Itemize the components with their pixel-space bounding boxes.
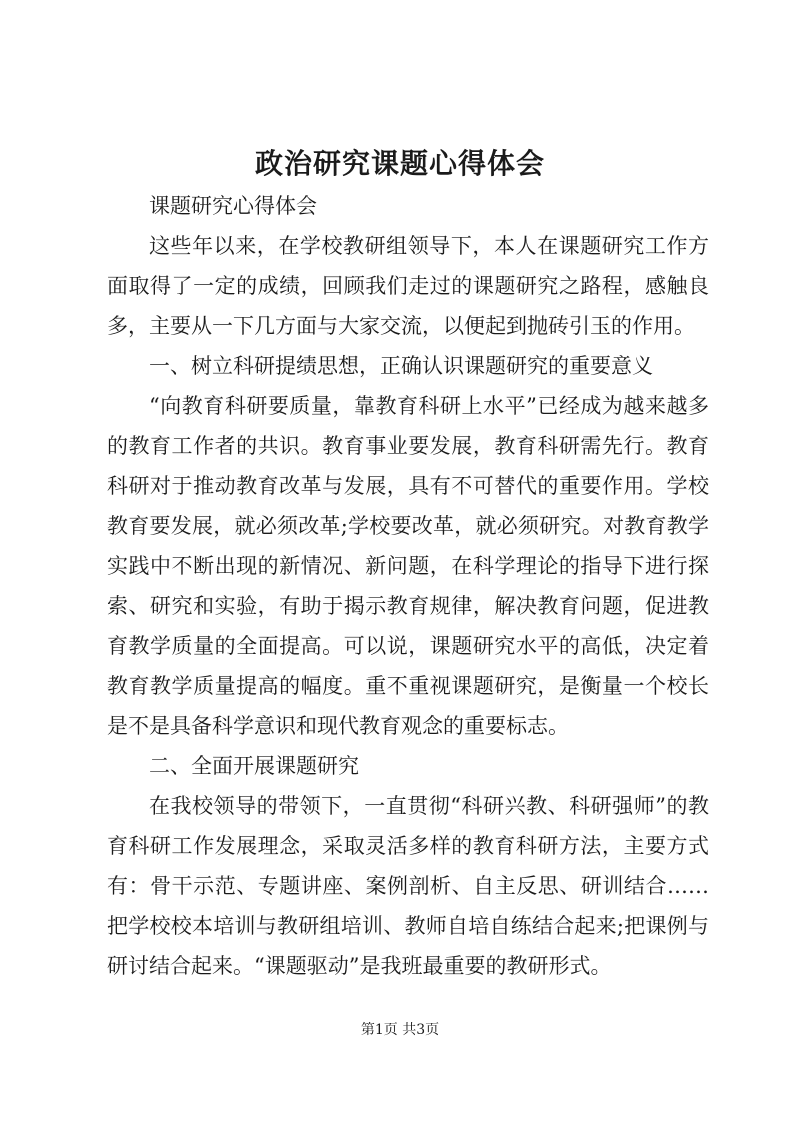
paragraph-section-2: 在我校领导的带领下，一直贯彻“科研兴教、科研强师”的教育科研工作发展理念，采取灵活多样的教育科研方法，主要方式有：骨干示范、专题讲座、案例剖析、自主反思、研训结合……把学校校本培训与教研组培训、教师自培自练结合起来;把课例与研讨结合起来。“课题驱动”是我班最重要的教研形式。	[107, 794, 709, 978]
document-title: 政治研究课题心得体会	[254, 147, 545, 180]
paragraph-section-1: “向教育科研要质量，靠教育科研上水平”已经成为越来越多的教育工作者的共识。教育事业要发展，教育科研需先行。教育科研对于推动教育改革与发展，具有不可替代的重要作用。学校教育要发展，就必须改革;学校要改革，就必须研究。对教育教学实践中不断出现的新情况、新问题，在科学理论的指导下进行探索、研究和实验，有助于揭示教育规律，解决教育问题，促进教育教学质量的全面提高。可以说，课题研究水平的高低，决定着教育教学质量提高的幅度。重不重视课题研究，是衡量一个校长是不是具备科学意识和现代教育观念的重要标志。	[107, 394, 709, 738]
page-footer: 第1页 共3页	[360, 1022, 440, 1038]
paragraph-intro: 这些年以来，在学校教研组领导下，本人在课题研究工作方面取得了一定的成绩，回顾我们走过的课题研究之路程，感触良多，主要从一下几方面与大家交流，以便起到抛砖引玉的作用。	[107, 234, 709, 338]
section-heading-2: 二、全面开展课题研究	[149, 754, 359, 778]
paragraph-subtitle: 课题研究心得体会	[149, 194, 317, 218]
section-heading-1: 一、树立科研提绩思想，正确认识课题研究的重要意义	[149, 354, 653, 378]
document-body	[107, 186, 709, 986]
